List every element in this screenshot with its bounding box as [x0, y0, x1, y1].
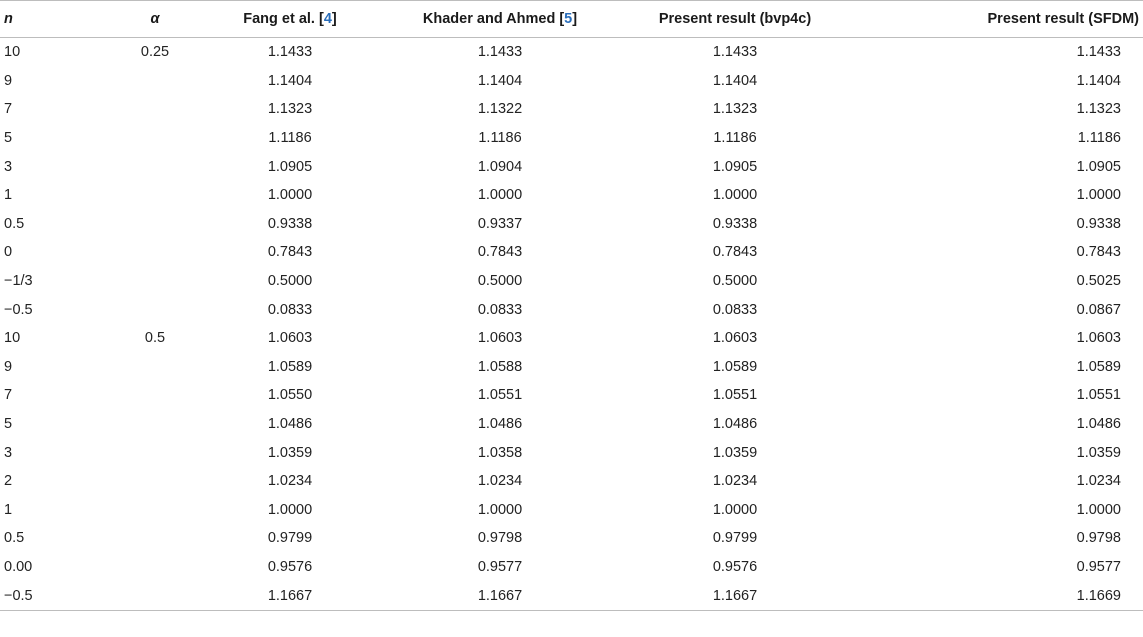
- cell-sfdm: 1.1669: [855, 581, 1143, 610]
- table-row: [0, 467, 1143, 496]
- table-row: [0, 95, 1143, 124]
- header-khader-close: ]: [572, 11, 578, 27]
- cell-alpha: [115, 496, 195, 525]
- cell-khader: 1.0358: [477, 444, 523, 461]
- table-row: [0, 295, 1143, 324]
- header-fang-close: ]: [331, 11, 337, 27]
- cell-khader: 1.0603: [477, 330, 523, 347]
- cell-alpha: [115, 381, 195, 410]
- cell-fang: 1.1433: [267, 44, 313, 61]
- cell-n: −0.5: [4, 301, 33, 318]
- cell-sfdm: 1.0359: [1076, 444, 1121, 461]
- cell-bvp4c: 0.5000: [712, 273, 758, 290]
- cell-alpha: 0.25: [140, 44, 170, 61]
- cell-n: 2: [4, 473, 13, 490]
- cell-alpha: [115, 124, 195, 153]
- cell-bvp4c: 1.0905: [712, 158, 758, 175]
- cell-khader: 1.0551: [477, 387, 523, 404]
- cell-n: 10: [4, 44, 21, 61]
- header-n: n: [0, 1, 115, 38]
- cell-fang: 1.0550: [267, 387, 313, 404]
- cell-sfdm: 0.0867: [1076, 301, 1121, 318]
- cell-sfdm: 1.1323: [1076, 101, 1121, 118]
- header-sfdm: Present result (SFDM): [855, 1, 1143, 38]
- cell-fang: 1.0589: [267, 358, 313, 375]
- cell-fang: 1.0000: [267, 501, 313, 518]
- cell-khader: 1.0486: [477, 416, 523, 433]
- cell-fang: 1.0359: [267, 444, 313, 461]
- cell-alpha: 0.5: [144, 330, 166, 347]
- cell-n: 7: [4, 101, 13, 118]
- cell-sfdm: 1.0000: [1076, 501, 1121, 518]
- table-row: [0, 524, 1143, 553]
- cell-n: 3: [4, 444, 13, 461]
- cell-bvp4c: 1.1667: [615, 581, 855, 610]
- cell-bvp4c: 1.1186: [713, 130, 757, 147]
- cell-bvp4c: 0.9799: [712, 530, 758, 547]
- cell-khader: 0.5000: [477, 273, 523, 290]
- cell-fang: 1.1404: [267, 72, 313, 89]
- cell-alpha: [115, 467, 195, 496]
- table-row: [0, 38, 1143, 67]
- cell-alpha: [115, 95, 195, 124]
- cell-khader: 1.1186: [478, 130, 522, 147]
- cell-khader: 0.9798: [477, 530, 523, 547]
- cell-sfdm: 1.0234: [1076, 473, 1121, 490]
- cell-fang: 1.0905: [267, 158, 313, 175]
- table-row: [0, 124, 1143, 153]
- cell-bvp4c: 0.9576: [712, 558, 758, 575]
- cell-n: 0.5: [4, 530, 25, 547]
- header-bvp4c: Present result (bvp4c): [615, 1, 855, 38]
- cell-sfdm: 1.0486: [1076, 416, 1121, 433]
- cell-sfdm: 0.5025: [1076, 273, 1121, 290]
- cell-bvp4c: 1.0234: [712, 473, 758, 490]
- cell-khader: 1.0588: [477, 358, 523, 375]
- cell-fang: 1.0234: [267, 473, 313, 490]
- cell-n: 1: [4, 187, 13, 204]
- cell-alpha: [115, 267, 195, 296]
- table-row: [0, 238, 1143, 267]
- cell-alpha: [115, 295, 195, 324]
- cell-khader: 0.9577: [477, 558, 523, 575]
- cell-alpha: [115, 210, 195, 239]
- cell-khader: 0.0833: [477, 301, 523, 318]
- cell-alpha: [115, 581, 195, 610]
- cell-alpha: [115, 238, 195, 267]
- cell-alpha: [115, 553, 195, 582]
- reference-link-5[interactable]: 5: [564, 11, 573, 27]
- cell-alpha: [115, 524, 195, 553]
- cell-fang: 0.9576: [267, 558, 313, 575]
- table-row: [0, 438, 1143, 467]
- cell-bvp4c: 0.7843: [712, 244, 758, 261]
- cell-sfdm: 0.7843: [1076, 244, 1121, 261]
- cell-n: −1/3: [4, 273, 33, 290]
- cell-n: 7: [4, 387, 13, 404]
- table-row: [0, 181, 1143, 210]
- cell-sfdm: 1.0589: [1076, 358, 1121, 375]
- cell-fang: 0.9799: [267, 530, 313, 547]
- cell-alpha: [115, 152, 195, 181]
- table-row: [0, 267, 1143, 296]
- cell-sfdm: 1.0603: [1076, 330, 1121, 347]
- cell-n: 9: [4, 358, 13, 375]
- cell-bvp4c: 1.0000: [712, 501, 758, 518]
- cell-khader: 1.0904: [477, 158, 523, 175]
- cell-fang: 1.1667: [195, 581, 385, 610]
- table-row: [0, 210, 1143, 239]
- cell-fang: 0.9338: [267, 215, 313, 232]
- cell-khader: 0.7843: [477, 244, 523, 261]
- cell-khader: 1.1667: [385, 581, 615, 610]
- cell-sfdm: 1.0551: [1076, 387, 1121, 404]
- cell-bvp4c: 1.1433: [712, 44, 758, 61]
- table-row: [0, 381, 1143, 410]
- cell-bvp4c: 1.0589: [712, 358, 758, 375]
- cell-bvp4c: 1.0000: [712, 187, 758, 204]
- table-body: [0, 38, 1143, 611]
- cell-bvp4c: 0.0833: [712, 301, 758, 318]
- header-row: [0, 1, 1143, 38]
- cell-sfdm: 1.0905: [1076, 158, 1121, 175]
- table-row: [0, 553, 1143, 582]
- cell-fang: 1.0486: [267, 416, 313, 433]
- cell-sfdm: 1.0000: [1076, 187, 1121, 204]
- cell-n: 9: [4, 72, 13, 89]
- cell-fang: 1.1186: [268, 130, 312, 147]
- cell-khader: 1.0234: [477, 473, 523, 490]
- cell-alpha: [115, 438, 195, 467]
- cell-fang: 1.1323: [267, 101, 313, 118]
- header-fang-label: Fang et al. [: [243, 11, 324, 27]
- cell-khader: 1.0000: [477, 187, 523, 204]
- cell-sfdm: 1.1404: [1076, 72, 1121, 89]
- cell-n: 0.5: [4, 215, 25, 232]
- table-row: [0, 324, 1143, 353]
- table-row: [0, 67, 1143, 96]
- cell-n: −0.5: [0, 581, 115, 610]
- header-alpha: α: [115, 1, 195, 38]
- cell-bvp4c: 0.9338: [712, 215, 758, 232]
- cell-bvp4c: 1.0486: [712, 416, 758, 433]
- cell-bvp4c: 1.0603: [712, 330, 758, 347]
- cell-alpha: [115, 410, 195, 439]
- table-row: [0, 410, 1143, 439]
- header-fang: [195, 1, 385, 38]
- cell-bvp4c: 1.1323: [712, 101, 758, 118]
- cell-khader: 1.1404: [477, 72, 523, 89]
- cell-alpha: [115, 67, 195, 96]
- table-row: [0, 496, 1143, 525]
- cell-fang: 0.7843: [267, 244, 313, 261]
- cell-n: 0: [4, 244, 13, 261]
- cell-khader: 1.0000: [477, 501, 523, 518]
- cell-n: 5: [4, 130, 13, 147]
- cell-sfdm: 1.1433: [1076, 44, 1121, 61]
- cell-bvp4c: 1.1404: [712, 72, 758, 89]
- header-khader-label: Khader and Ahmed [: [422, 11, 565, 27]
- cell-sfdm: 1.1186: [1077, 130, 1121, 147]
- cell-sfdm: 0.9798: [1076, 530, 1121, 547]
- cell-fang: 1.0603: [267, 330, 313, 347]
- cell-alpha: [115, 181, 195, 210]
- reference-link-4[interactable]: 4: [323, 11, 332, 27]
- table-row: [0, 353, 1143, 382]
- cell-bvp4c: 1.0551: [712, 387, 758, 404]
- table-row: [0, 152, 1143, 181]
- cell-n: 1: [4, 501, 13, 518]
- cell-khader: 0.9337: [477, 215, 523, 232]
- cell-fang: 0.0833: [267, 301, 313, 318]
- cell-sfdm: 0.9577: [1076, 558, 1121, 575]
- cell-n: 10: [4, 330, 21, 347]
- cell-khader: 1.1433: [477, 44, 523, 61]
- cell-khader: 1.1322: [477, 101, 523, 118]
- cell-n: 0.00: [4, 558, 33, 575]
- cell-fang: 1.0000: [267, 187, 313, 204]
- cell-alpha: [115, 353, 195, 382]
- cell-bvp4c: 1.0359: [712, 444, 758, 461]
- header-khader: [385, 1, 615, 38]
- table-row: [0, 581, 1143, 610]
- cell-n: 3: [4, 158, 13, 175]
- cell-fang: 0.5000: [267, 273, 313, 290]
- cell-n: 5: [4, 416, 13, 433]
- cell-sfdm: 0.9338: [1076, 215, 1121, 232]
